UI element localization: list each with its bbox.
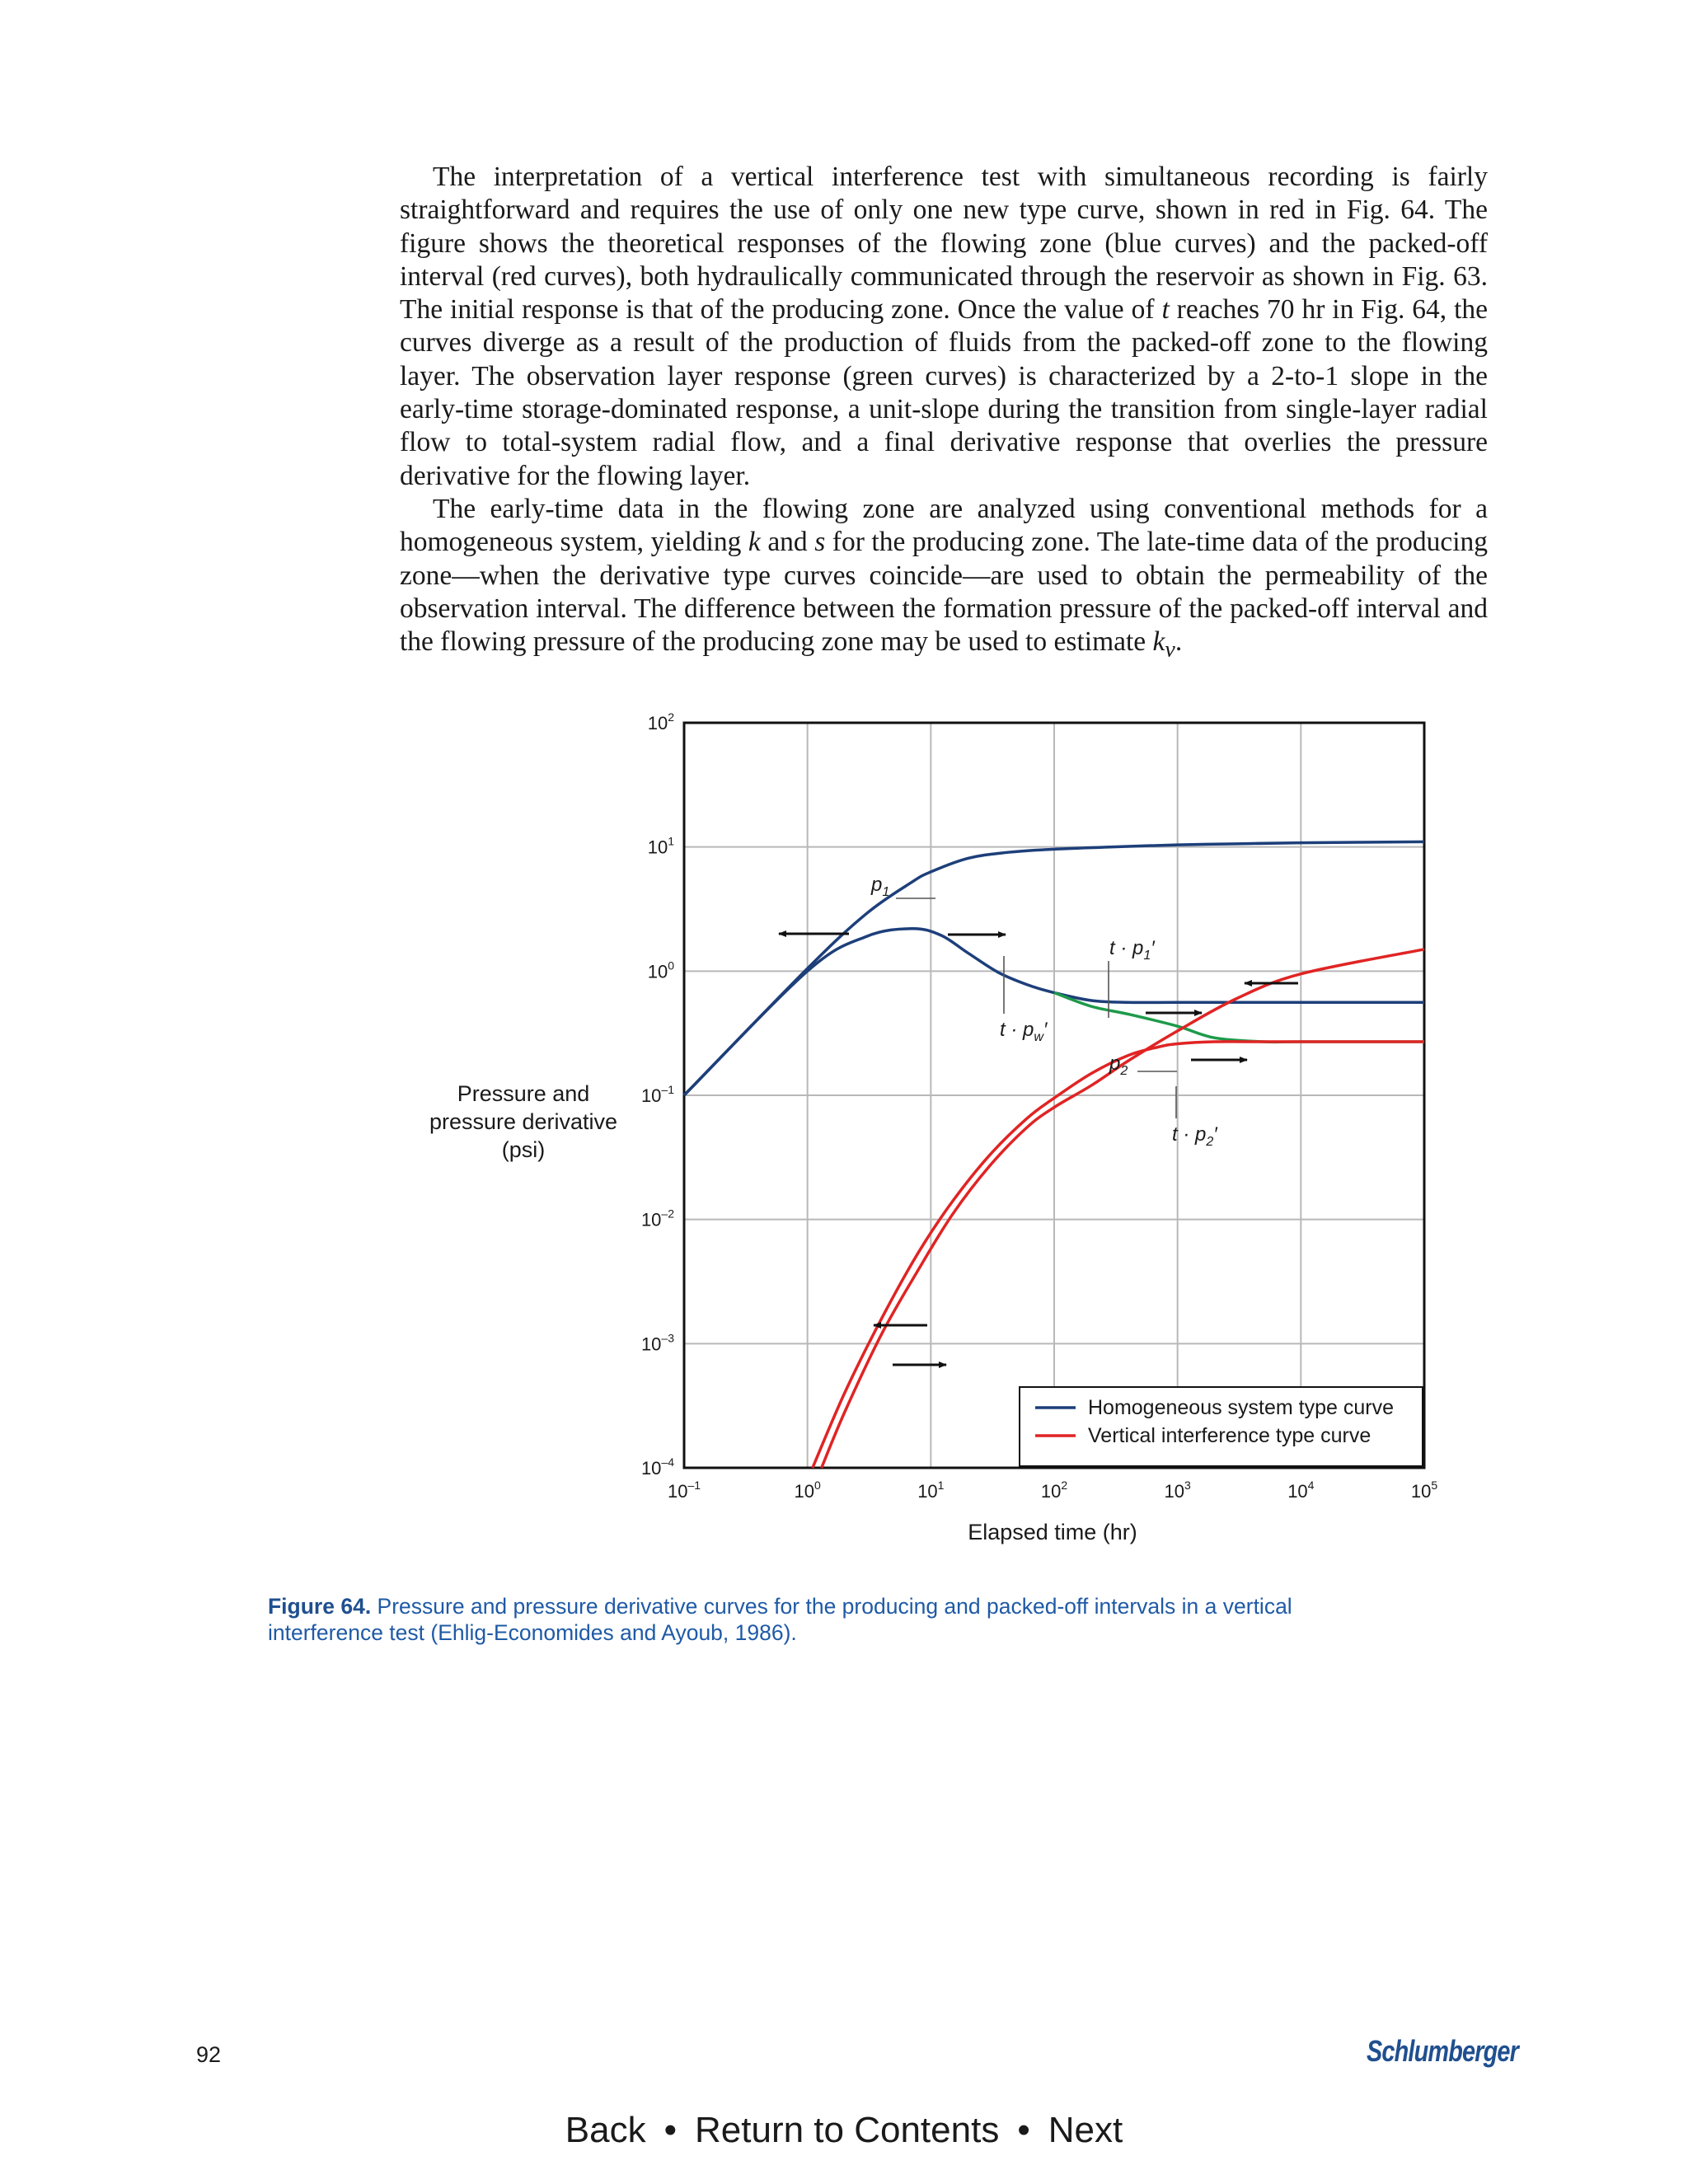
tick-exponent: –4 bbox=[661, 1455, 674, 1469]
paragraph-2 bbox=[400, 493, 1488, 667]
x-tick-label bbox=[1041, 1479, 1067, 1502]
tick-mantissa: 10 bbox=[667, 1481, 688, 1502]
tick-mantissa: 10 bbox=[1410, 1481, 1432, 1502]
y-tick-label bbox=[648, 958, 674, 982]
tick-exponent: –3 bbox=[661, 1331, 674, 1345]
x-tick-label bbox=[668, 1479, 701, 1502]
text-run: t bbox=[1161, 294, 1170, 326]
x-tick-label bbox=[917, 1479, 944, 1502]
tick-mantissa: 10 bbox=[1287, 1481, 1308, 1502]
direction-arrows bbox=[779, 934, 1298, 1365]
annotation-sub: 1 bbox=[882, 885, 890, 899]
chart-svg bbox=[0, 709, 1688, 1566]
y-axis-label: Pressure and pressure derivative (psi) bbox=[429, 1081, 618, 1162]
figure-64-chart bbox=[0, 709, 1688, 1566]
annotation-label: p bbox=[1109, 1052, 1121, 1075]
tick-exponent: 4 bbox=[1307, 1479, 1315, 1492]
annotation-prime: ′ bbox=[1151, 937, 1155, 959]
curve-annotation bbox=[870, 874, 889, 899]
body-text bbox=[400, 161, 1488, 667]
tick-mantissa: 10 bbox=[1164, 1481, 1185, 1502]
figure-caption bbox=[268, 1593, 1339, 1646]
tick-exponent: 0 bbox=[814, 1479, 821, 1492]
tick-exponent: 5 bbox=[1431, 1479, 1438, 1492]
caption-label: Figure 64. bbox=[268, 1594, 372, 1619]
y-tick-label bbox=[648, 835, 674, 858]
return-to-contents-link[interactable]: Return to Contents bbox=[695, 2110, 1000, 2150]
tick-exponent: –1 bbox=[661, 1083, 674, 1096]
text-run: and bbox=[760, 527, 815, 558]
annotation-prime: ′ bbox=[1213, 1123, 1217, 1146]
tick-mantissa: 10 bbox=[640, 1458, 662, 1479]
annotation-sub: 1 bbox=[1143, 949, 1151, 963]
annotation-sub: 2 bbox=[1120, 1064, 1128, 1078]
tick-exponent: 3 bbox=[1184, 1479, 1191, 1492]
tick-mantissa: 10 bbox=[640, 1209, 662, 1230]
tick-mantissa: 10 bbox=[640, 1085, 662, 1106]
curve-annotation bbox=[1109, 937, 1156, 963]
schlumberger-logo: Schlumberger bbox=[1367, 2034, 1519, 2068]
x-tick-label bbox=[795, 1479, 821, 1502]
tick-exponent: 2 bbox=[668, 710, 674, 724]
text-run: k bbox=[748, 527, 761, 558]
annotation-label: p bbox=[871, 874, 883, 896]
y-tick-label bbox=[641, 1331, 674, 1354]
tick-mantissa: 10 bbox=[647, 961, 668, 982]
y-tick-label bbox=[641, 1083, 674, 1106]
text-run: The early-time data in the flowing zone are analyzed using conventional methods for a homogeneous system, yielding bbox=[400, 493, 1488, 558]
next-link[interactable]: Next bbox=[1048, 2110, 1123, 2150]
annotation-label: t · p bbox=[1109, 937, 1144, 959]
series-t_p1_prime bbox=[1054, 993, 1424, 1043]
nav-separator: • bbox=[663, 2110, 677, 2150]
annotation-sub: w bbox=[1034, 1030, 1043, 1044]
back-link[interactable]: Back bbox=[565, 2110, 646, 2150]
y-tick-label bbox=[641, 1207, 674, 1230]
tick-mantissa: 10 bbox=[640, 1333, 662, 1355]
legend-label: Homogeneous system type curve bbox=[1088, 1396, 1395, 1419]
text-run: . bbox=[1175, 626, 1183, 658]
annotation-label: t · p bbox=[1172, 1123, 1207, 1146]
tick-mantissa: 10 bbox=[917, 1481, 938, 1502]
tick-exponent: 0 bbox=[668, 958, 674, 972]
tick-mantissa: 10 bbox=[1040, 1481, 1062, 1502]
text-run: The interpretation of a vertical interference test with simultaneous recording is fairly straightforward and requires the use of only one new type curve, shown in red in Fig. 64. The figure shows the theoretical responses of the flowing zone (blue curves) and the packed-off interval (red curves), both hydraulically communicated through the reservoir as shown in Fig. 63. The initial response is that of the producing zone. Once the value of bbox=[400, 162, 1488, 326]
tick-exponent: 1 bbox=[668, 834, 674, 848]
x-axis-label: Elapsed time (hr) bbox=[968, 1520, 1137, 1544]
page-navigation bbox=[0, 2110, 1688, 2151]
annotation-sub: 2 bbox=[1206, 1135, 1214, 1149]
tick-mantissa: 10 bbox=[647, 837, 668, 858]
x-tick-label bbox=[1287, 1479, 1314, 1502]
annotation-prime: ′ bbox=[1043, 1019, 1048, 1041]
tick-exponent: –2 bbox=[661, 1207, 674, 1221]
text-run: v bbox=[1165, 636, 1175, 663]
paragraph-1 bbox=[400, 161, 1488, 493]
page-number: 92 bbox=[196, 2042, 222, 2067]
curve-annotation bbox=[1000, 1019, 1048, 1044]
text-run: for the producing zone. The late-time data of the producing zone—when the derivative type curves coincide—are used to obtain the permeability of the observation interval. The difference between the formation pressure of the packed-off interval and the flowing pressure of the producing zone may be used to estimate bbox=[400, 527, 1488, 658]
legend-label: Vertical interference type curve bbox=[1088, 1424, 1372, 1447]
nav-separator: • bbox=[1017, 2110, 1030, 2150]
x-tick-label bbox=[1411, 1479, 1437, 1502]
y-tick-label bbox=[648, 710, 674, 733]
tick-exponent: 1 bbox=[937, 1479, 945, 1492]
tick-exponent: –1 bbox=[687, 1479, 701, 1492]
caption-text: Pressure and pressure derivative curves for the producing and packed-off intervals in a vertical interference test (Ehlig-Economides and Ayoub, 1986). bbox=[268, 1594, 1292, 1645]
text-run: reaches 70 hr in Fig. 64, the curves diverge as a result of the production of fluids from the packed-off zone to the flowing layer. The observation layer response (green curves) is characterized by a 2-to-1 slope in the early-time storage-dominated response, a unit-slope during the transition from single-layer radial flow to total-system radial flow, and a final derivative response that overlies the pressure derivative for the flowing layer. bbox=[400, 294, 1488, 491]
curve-annotation bbox=[1172, 1123, 1218, 1149]
tick-mantissa: 10 bbox=[647, 713, 668, 733]
y-tick-label bbox=[641, 1455, 674, 1479]
text-run: s bbox=[814, 527, 826, 558]
tick-mantissa: 10 bbox=[794, 1481, 815, 1502]
tick-exponent: 2 bbox=[1061, 1479, 1068, 1492]
text-run: k bbox=[1152, 626, 1165, 658]
annotation-label: t · p bbox=[1000, 1019, 1034, 1041]
x-tick-label bbox=[1165, 1479, 1191, 1502]
